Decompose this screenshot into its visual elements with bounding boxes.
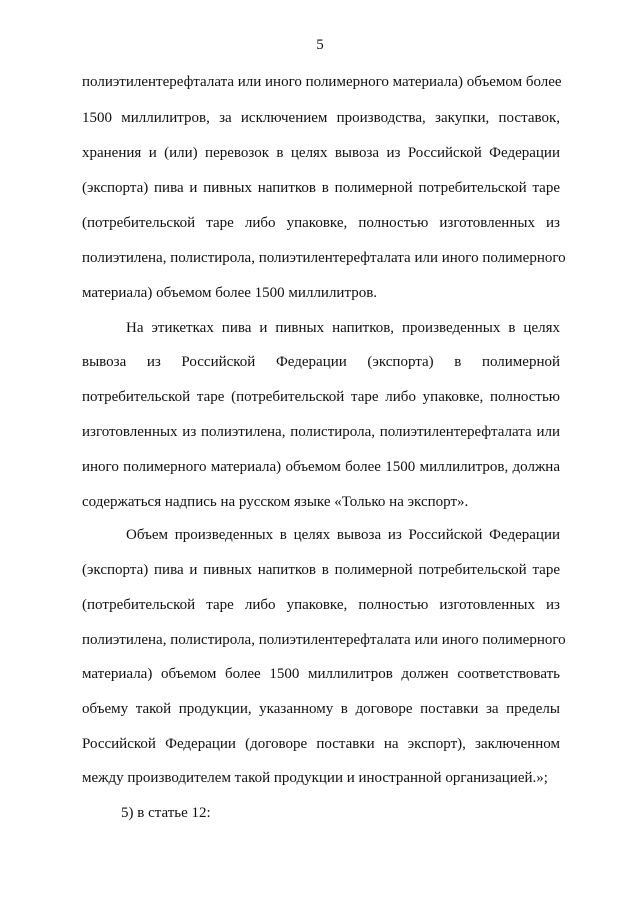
paragraph-2-line-4: изготовленных из полиэтилена, полистирола, полиэтилентерефталата или: [82, 424, 560, 440]
list-item-5: 5) в статье 12:: [121, 805, 211, 821]
paragraph-3-line-6: объему такой продукции, указанному в договоре поставки за пределы: [82, 701, 560, 717]
paragraph-1-line-3: хранения и (или) перевозок в целях вывоза из Российской Федерации: [82, 145, 560, 161]
paragraph-3-line-5: материала) объемом более 1500 миллилитров должен соответствовать: [82, 666, 560, 682]
paragraph-2-line-6: содержаться надпись на русском языке «Только на экспорт».: [82, 494, 469, 510]
paragraph-3-line-1: Объем произведенных в целях вывоза из Российской Федерации: [126, 527, 560, 543]
paragraph-3-line-8: между производителем такой продукции и иностранной организацией.»;: [82, 770, 548, 786]
paragraph-1-line-6: полиэтилена, полистирола, полиэтилентерефталата или иного полимерного: [82, 250, 566, 266]
paragraph-2-line-2: вывоза из Российской Федерации (экспорта) в полимерной: [82, 354, 560, 370]
paragraph-2-line-3: потребительской таре (потребительской таре либо упаковке, полностью: [82, 389, 560, 405]
paragraph-1-line-4: (экспорта) пива и пивных напитков в полимерной потребительской таре: [82, 180, 560, 196]
paragraph-2-line-5: иного полимерного материала) объемом более 1500 миллилитров, должна: [82, 459, 560, 475]
paragraph-3-line-7: Российской Федерации (договоре поставки на экспорт), заключенном: [82, 736, 560, 752]
page-number: 5: [316, 37, 324, 53]
paragraph-3-line-2: (экспорта) пива и пивных напитков в полимерной потребительской таре: [82, 562, 560, 578]
paragraph-1-line-1: полиэтилентерефталата или иного полимерного материала) объемом более: [82, 74, 562, 90]
paragraph-1-line-2: 1500 миллилитров, за исключением производства, закупки, поставок,: [82, 110, 560, 126]
paragraph-2-line-1: На этикетках пива и пивных напитков, произведенных в целях: [126, 320, 560, 336]
paragraph-3-line-3: (потребительской таре либо упаковке, полностью изготовленных из: [82, 597, 560, 613]
paragraph-1-line-5: (потребительской таре либо упаковке, полностью изготовленных из: [82, 215, 560, 231]
paragraph-3-line-4: полиэтилена, полистирола, полиэтилентерефталата или иного полимерного: [82, 632, 566, 648]
paragraph-1-line-7: материала) объемом более 1500 миллилитров.: [82, 285, 378, 301]
